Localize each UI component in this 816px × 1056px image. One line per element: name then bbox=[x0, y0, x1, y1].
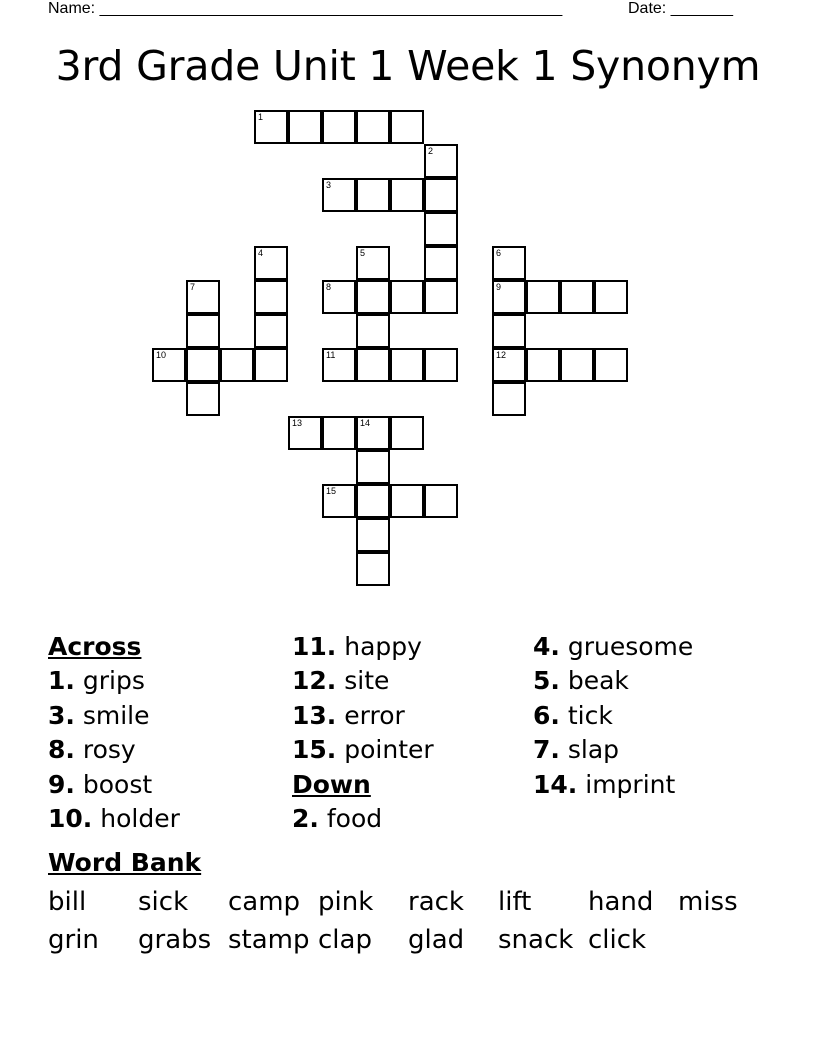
clue-number: 8 bbox=[326, 282, 332, 292]
word-bank-word: pink bbox=[318, 887, 374, 917]
crossword-cell[interactable] bbox=[356, 518, 390, 552]
word-bank-word: sick bbox=[138, 887, 189, 917]
crossword-cell[interactable] bbox=[356, 348, 390, 382]
word-bank-word: snack bbox=[498, 925, 574, 955]
crossword-cell[interactable] bbox=[254, 110, 288, 144]
crossword-cell[interactable] bbox=[492, 348, 526, 382]
clue-number: 9. bbox=[48, 769, 75, 799]
clue-number: 12. bbox=[292, 666, 337, 696]
clue-number: 14. bbox=[533, 769, 578, 799]
word-bank-word: clap bbox=[318, 925, 372, 955]
crossword-cell[interactable] bbox=[594, 280, 628, 314]
crossword-cell[interactable] bbox=[288, 416, 322, 450]
down-clue bbox=[533, 733, 773, 767]
clue-text: smile bbox=[82, 700, 150, 730]
word-bank-word: click bbox=[588, 925, 647, 955]
across-clue bbox=[48, 664, 288, 698]
crossword-cell[interactable] bbox=[288, 110, 322, 144]
clue-number: 14 bbox=[360, 418, 371, 428]
clue-number: 2. bbox=[292, 803, 319, 833]
word-bank-word: stamp bbox=[228, 925, 310, 955]
word-bank-word: grin bbox=[48, 925, 99, 955]
clue-text: gruesome bbox=[567, 632, 694, 661]
word-bank-word: grabs bbox=[138, 925, 212, 955]
clue-number: 13. bbox=[292, 700, 337, 730]
crossword-cell[interactable] bbox=[594, 348, 628, 382]
crossword-cell[interactable] bbox=[424, 348, 458, 382]
crossword-cell[interactable] bbox=[322, 178, 356, 212]
crossword-cell[interactable] bbox=[322, 348, 356, 382]
across-heading: Across bbox=[48, 632, 142, 661]
crossword-cell[interactable] bbox=[424, 178, 458, 212]
crossword-cell[interactable] bbox=[526, 348, 560, 382]
crossword-cell[interactable] bbox=[186, 382, 220, 416]
down-clue bbox=[533, 630, 773, 664]
crossword-cell[interactable] bbox=[390, 416, 424, 450]
crossword-cell[interactable] bbox=[492, 382, 526, 416]
clue-number: 9 bbox=[496, 282, 502, 292]
crossword-cell[interactable] bbox=[322, 484, 356, 518]
clue-text: grips bbox=[82, 666, 145, 696]
crossword-cell[interactable] bbox=[356, 110, 390, 144]
crossword-cell[interactable] bbox=[424, 484, 458, 518]
crossword-cell[interactable] bbox=[356, 314, 390, 348]
clue-text: error bbox=[344, 700, 405, 730]
across-clue bbox=[292, 630, 532, 664]
crossword-cell[interactable] bbox=[254, 348, 288, 382]
crossword-cell[interactable] bbox=[424, 212, 458, 246]
page-title: 3rd Grade Unit 1 Week 1 Synonym bbox=[55, 42, 761, 90]
crossword-cell[interactable] bbox=[424, 280, 458, 314]
clue-number: 4. bbox=[533, 632, 560, 661]
clue-text: happy bbox=[344, 632, 422, 661]
clue-number: 4 bbox=[258, 248, 264, 258]
crossword-cell[interactable] bbox=[356, 450, 390, 484]
clue-number: 13 bbox=[292, 418, 303, 428]
clue-number: 8. bbox=[48, 735, 75, 765]
crossword-cell[interactable] bbox=[390, 348, 424, 382]
clue-number: 1 bbox=[258, 112, 264, 122]
across-clue bbox=[48, 802, 288, 836]
crossword-cell[interactable] bbox=[186, 314, 220, 348]
word-bank-heading: Word Bank bbox=[48, 848, 202, 877]
clue-column bbox=[48, 630, 288, 836]
clue-number: 15. bbox=[292, 735, 337, 765]
clue-number: 12 bbox=[496, 350, 507, 360]
word-bank-word: rack bbox=[408, 887, 464, 917]
crossword-cell[interactable] bbox=[424, 246, 458, 280]
crossword-cell[interactable] bbox=[492, 314, 526, 348]
across-clue bbox=[292, 699, 532, 733]
crossword-cell[interactable] bbox=[560, 280, 594, 314]
down-clue bbox=[533, 664, 773, 698]
crossword-cell[interactable] bbox=[356, 280, 390, 314]
clue-text: slap bbox=[567, 735, 620, 765]
crossword-cell[interactable] bbox=[424, 144, 458, 178]
across-clue bbox=[292, 664, 532, 698]
word-bank-row bbox=[48, 922, 768, 960]
crossword-cell[interactable] bbox=[356, 552, 390, 586]
word-bank-word: lift bbox=[498, 887, 532, 917]
crossword-cell[interactable] bbox=[390, 178, 424, 212]
clue-number: 6. bbox=[533, 700, 560, 730]
crossword-cell[interactable] bbox=[322, 110, 356, 144]
crossword-cell[interactable] bbox=[186, 348, 220, 382]
crossword-cell[interactable] bbox=[390, 110, 424, 144]
down-clue bbox=[533, 768, 773, 802]
crossword-cell[interactable] bbox=[356, 484, 390, 518]
clue-number: 3 bbox=[326, 180, 332, 190]
crossword-cell[interactable] bbox=[526, 280, 560, 314]
across-clue bbox=[292, 733, 532, 767]
clue-number: 11 bbox=[326, 350, 336, 360]
name-field[interactable]: Name: ____________________________________________________ bbox=[48, 0, 563, 17]
clue-text: pointer bbox=[344, 735, 434, 765]
crossword-cell[interactable] bbox=[356, 178, 390, 212]
crossword-cell[interactable] bbox=[220, 348, 254, 382]
crossword-cell[interactable] bbox=[322, 416, 356, 450]
down-clue bbox=[292, 802, 532, 836]
clue-text: imprint bbox=[585, 769, 676, 799]
clue-text: site bbox=[344, 666, 390, 696]
word-bank-word: miss bbox=[678, 887, 738, 917]
crossword-cell[interactable] bbox=[560, 348, 594, 382]
clue-number: 3. bbox=[48, 700, 75, 730]
crossword-cell[interactable] bbox=[322, 280, 356, 314]
clue-number: 7 bbox=[190, 282, 196, 292]
down-heading: Down bbox=[292, 769, 371, 799]
crossword-cell[interactable] bbox=[186, 280, 220, 314]
clue-number: 5 bbox=[360, 248, 366, 258]
clue-number: 10 bbox=[156, 350, 167, 360]
crossword-cell[interactable] bbox=[152, 348, 186, 382]
clue-number: 15 bbox=[326, 486, 337, 496]
word-bank-word: hand bbox=[588, 887, 654, 917]
clue-number: 6 bbox=[496, 248, 502, 258]
clue-number: 2 bbox=[428, 146, 434, 156]
word-bank bbox=[48, 884, 768, 960]
clue-column bbox=[292, 630, 532, 836]
across-clue bbox=[48, 733, 288, 767]
clue-number: 5. bbox=[533, 666, 560, 696]
clue-column bbox=[533, 630, 773, 802]
crossword-cell[interactable] bbox=[390, 484, 424, 518]
crossword-cell[interactable] bbox=[254, 280, 288, 314]
clue-text: holder bbox=[100, 803, 180, 833]
clue-number: 1. bbox=[48, 666, 75, 696]
crossword-cell[interactable] bbox=[492, 280, 526, 314]
clue-number: 11. bbox=[292, 632, 337, 661]
clue-text: beak bbox=[567, 666, 629, 696]
word-bank-word: glad bbox=[408, 925, 465, 955]
across-clue bbox=[48, 768, 288, 802]
crossword-cell[interactable] bbox=[356, 416, 390, 450]
down-clue bbox=[533, 699, 773, 733]
clue-number: 7. bbox=[533, 735, 560, 765]
crossword-cell[interactable] bbox=[356, 246, 390, 280]
clue-text: boost bbox=[82, 769, 153, 799]
crossword-cell[interactable] bbox=[254, 246, 288, 280]
word-bank-row bbox=[48, 884, 768, 922]
word-bank-word: bill bbox=[48, 887, 87, 917]
date-field[interactable]: Date: _______ bbox=[628, 0, 733, 17]
clue-text: rosy bbox=[82, 735, 136, 765]
across-clue bbox=[48, 699, 288, 733]
clue-text: tick bbox=[567, 700, 613, 730]
crossword-cell[interactable] bbox=[254, 314, 288, 348]
word-bank-word: camp bbox=[228, 887, 301, 917]
crossword-cell[interactable] bbox=[492, 246, 526, 280]
crossword-cell[interactable] bbox=[390, 280, 424, 314]
clue-text: food bbox=[326, 803, 383, 833]
clue-number: 10. bbox=[48, 803, 93, 833]
